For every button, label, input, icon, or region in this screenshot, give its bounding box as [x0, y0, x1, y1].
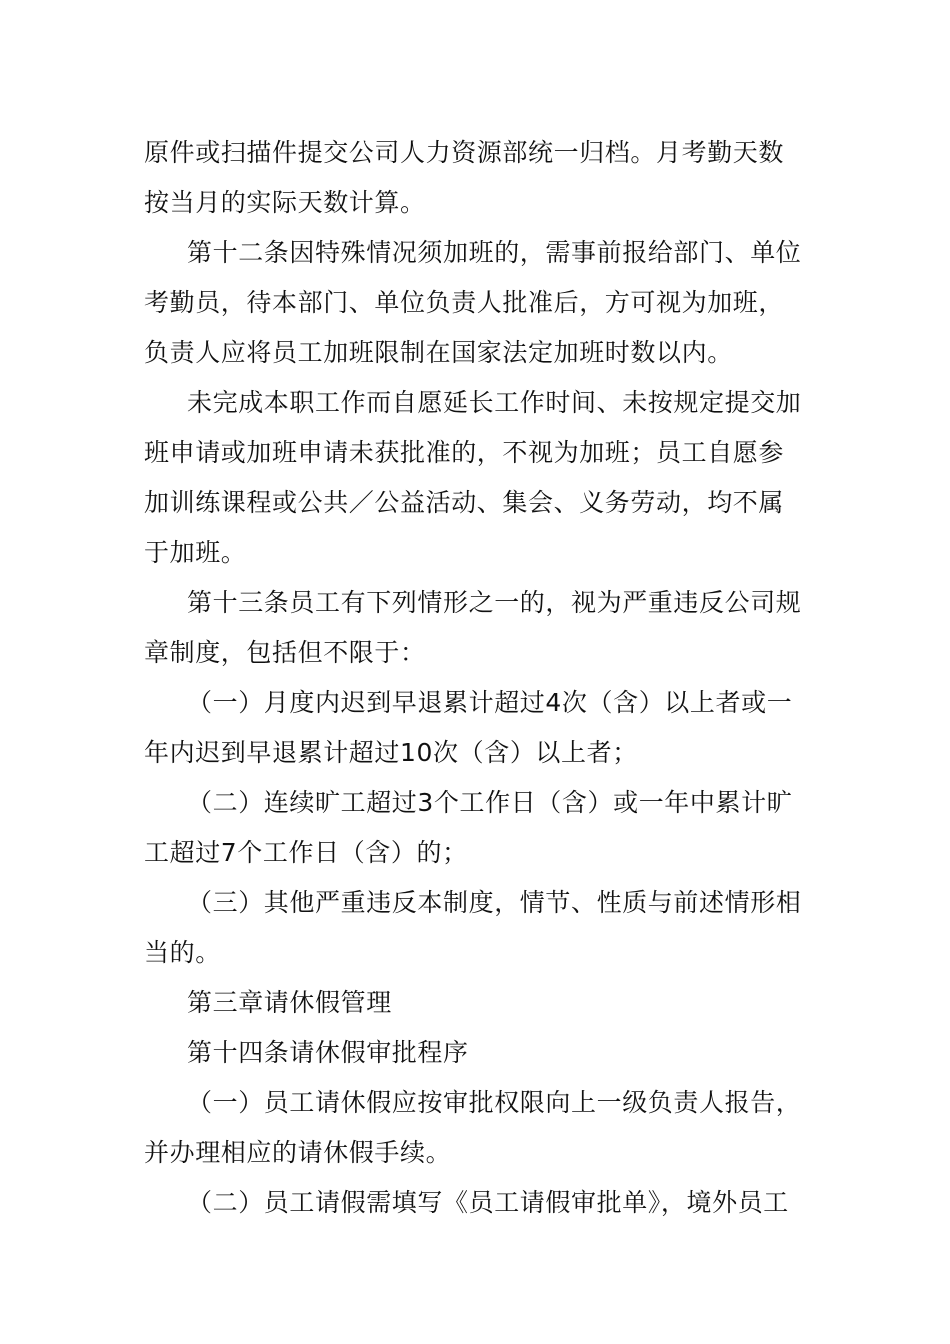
- list-item-leave-2: （二）员工请假需填写《员工请假审批单》，境外员工: [187, 1188, 789, 1217]
- text-line: 按当月的实际天数计算。: [144, 188, 426, 217]
- paragraph-overtime-exclusion: 未完成本职工作而自愿延长工作时间、未按规定提交加: [187, 388, 802, 417]
- article-heading: 第十四条请休假审批程序: [187, 1038, 469, 1067]
- list-item-1: （一）月度内迟到早退累计超过4次（含）以上者或一: [187, 688, 793, 717]
- chapter-heading: 第三章请休假管理: [187, 988, 392, 1017]
- list-item-leave-1: （一）员工请休假应按审批权限向上一级负责人报告，: [187, 1088, 802, 1117]
- list-item-3: （三）其他严重违反本制度，情节、性质与前述情形相: [187, 888, 802, 917]
- text-line: 于加班。: [144, 538, 247, 567]
- text-line: 章制度，包括但不限于：: [144, 638, 426, 667]
- list-item-2: （二）连续旷工超过3个工作日（含）或一年中累计旷: [187, 788, 793, 817]
- paragraph-article-13: 第十三条员工有下列情形之一的，视为严重违反公司规: [187, 588, 802, 617]
- text-line: 并办理相应的请休假手续。: [144, 1138, 452, 1167]
- text-line: 年内迟到早退累计超过10次（含）以上者；: [144, 738, 638, 767]
- text-line: 班申请或加班申请未获批准的，不视为加班；员工自愿参: [144, 438, 785, 467]
- text-line: 工超过7个工作日（含）的；: [144, 838, 468, 867]
- text-line: 当的。: [144, 938, 221, 967]
- text-line: 考勤员，待本部门、单位负责人批准后，方可视为加班，: [144, 288, 785, 317]
- text-line: 负责人应将员工加班限制在国家法定加班时数以内。: [144, 338, 733, 367]
- paragraph-article-12: 第十二条因特殊情况须加班的，需事前报给部门、单位: [187, 238, 802, 267]
- text-line: 原件或扫描件提交公司人力资源部统一归档。月考勤天数: [144, 138, 785, 167]
- text-line: 加训练课程或公共／公益活动、集会、义务劳动，均不属: [144, 488, 785, 517]
